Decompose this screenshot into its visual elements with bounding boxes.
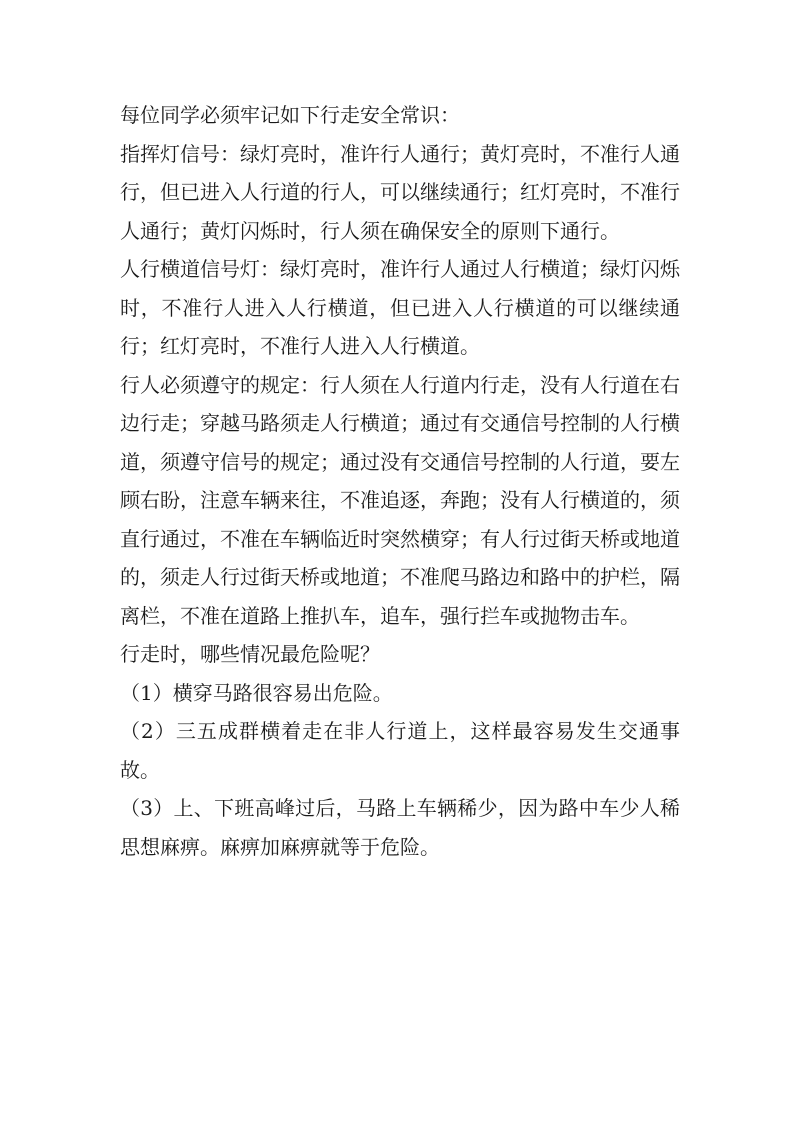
document-body <box>120 96 680 866</box>
signal-light-paragraph: 指挥灯信号：绿灯亮时，准许行人通行；黄灯亮时，不准行人通行，但已进入人行道的行人，可以继续通行；红灯亮时，不准行人通行；黄灯闪烁时，行人须在确保安全的原则下通行。 <box>120 141 680 243</box>
pedestrian-rules-paragraph: 行人必须遵守的规定：行人须在人行道内行走，没有人行道在右边行走；穿越马路须走人行横道；通过有交通信号控制的人行横道，须遵守信号的规定；通过没有交通信号控制的人行道，要左顾右盼，注意车辆来往，不准追逐，奔跑；没有人行横道的，须直行通过，不准在车辆临近时突然横穿；有人行过街天桥或地道的，须走人行过街天桥或地道；不准爬马路边和路中的护栏，隔离栏，不准在道路上推扒车，追车，强行拦车或抛物击车。 <box>120 372 680 628</box>
danger-item-1: （1）横穿马路很容易出危险。 <box>120 680 393 705</box>
danger-item-3: （3）上、下班高峰过后，马路上车辆稀少，因为路中车少人稀思想麻痹。麻痹加麻痹就等于危险。 <box>120 796 680 859</box>
danger-question-paragraph: 行走时，哪些情况最危险呢？ <box>120 642 380 666</box>
intro-paragraph: 每位同学必须牢记如下行走安全常识： <box>120 103 460 127</box>
danger-item-2: （2）三五成群横着走在非人行道上，这样最容易发生交通事故。 <box>120 719 680 782</box>
crosswalk-signal-paragraph: 人行横道信号灯：绿灯亮时，准许行人通过人行横道；绿灯闪烁时，不准行人进入人行横道，但已进入人行横道的可以继续通行；红灯亮时，不准行人进入人行横道。 <box>120 257 680 358</box>
